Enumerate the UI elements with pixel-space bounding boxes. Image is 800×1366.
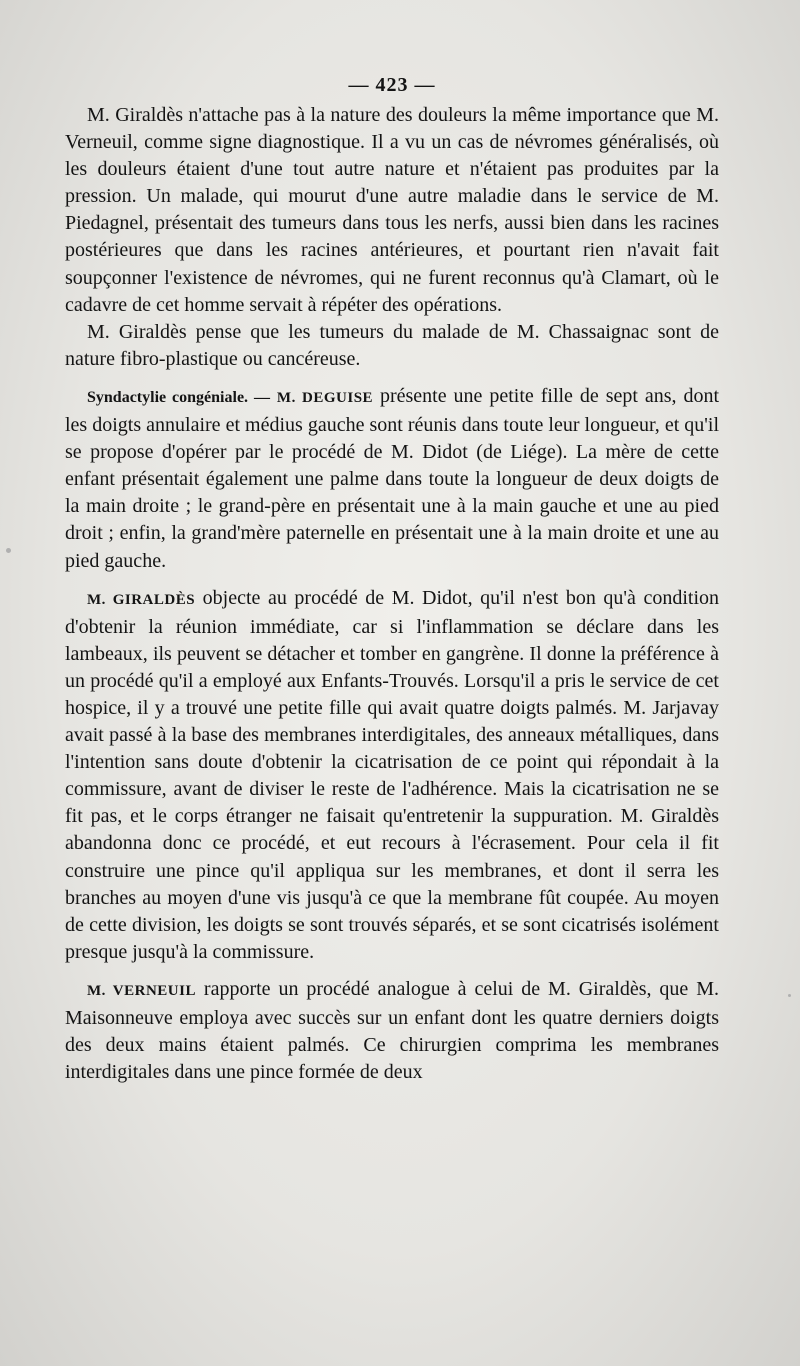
paragraph-text: objecte au procédé de M. Didot, qu'il n'est bon qu'à condition d'obtenir la réunion immédiate, car si l'inflammation se déclare dans les lambeaux, ils peuvent se détacher et tomber en gangrène. Il donne la préférence à un procédé qu'il a employé aux Enfants-Trouvés. Lorsqu'il a pris le service de cet hospice, il y a trouvé une petite fille qui avait quatre doigts palmés. M. Jarjavay avait passé à la base des membranes interdigitales, des anneaux métalliques, dans l'intention sans doute d'obtenir la cicatrisation de ce point qui répondait à la commissure, avant de diviser le reste de l'adhérence. Mais la cicatrisation ne se fit pas, et le corps étranger ne faisait qu'entretenir la suppuration. M. Giraldès abandonna donc ce procédé, et eut recours à l'écrasement. Pour cela il fit construire une pince qu'il appliqua sur les membranes, et dont il serra les branches au moyen d'une vis jusqu'à ce que la membrane fût coupée. Au moyen de cette division, les doigts se sont trouvés séparés, et se sont cicatrisés isolément presque jusqu'à la commissure. [65,586,720,963]
section-heading: Syndactylie congéniale. — [87,388,270,406]
paragraph-text: M. Giraldès pense que les tumeurs du malade de M. Chassaignac sont de nature fibro-plastique ou cancéreuse. [65,320,719,370]
page-content [65,70,719,1086]
paragraph-text: M. Giraldès n'attache pas à la nature des douleurs la même importance que M. Verneuil, comme signe diagnostique. Il a vu un cas de névromes généralisés, où les douleurs étaient d'une tout autre nature et n'étaient pas produites par la pression. Un malade, qui mourut d'une autre maladie dans le service de M. Piedagnel, présentait des tumeurs dans tous les nerfs, aussi bien dans les racines postérieures que dans les racines antérieures, et pourtant rien n'avait fait soupçonner l'existence de névromes, qui ne furent reconnus qu'à Clamart, où le cadavre de cet homme servait à répéter des opérations. [65,104,719,316]
paragraph-text: rapporte un procédé analogue à celui de M. Giraldès, que M. Maisonneuve employa avec succès sur un enfant dont les quatre derniers doigts des deux mains étaient palmés. Ce chirurgien comprima les membranes interdigitales dans une pince formée de deux [65,977,719,1084]
speaker-name: M. VERNEUIL [87,982,196,999]
paragraph-syndactylie [65,383,719,575]
paragraph-text: présente une petite fille de sept ans, dont les doigts annulaire et médius gauche sont réunis dans toute leur longueur, et qu'il se propose d'opérer par le procédé de M. Didot (de Liége). La mère de cette enfant présentait également une palme dans toute la longueur de deux doigts de la main droite ; le grand-père en présentait une à la main gauche et une au pied droit ; enfin, la grand'mère paternelle en présentait une à la main droite et une au pied gauche. [65,384,719,572]
speaker-name: M. DEGUISE [276,389,374,406]
ink-speck [788,994,791,997]
paragraph-giraldes-douleurs [65,102,719,319]
page-number: — 423 — [348,74,436,96]
speaker-name: M. GIRALDÈS [87,591,196,608]
paragraph-giraldes-tumeurs [65,319,719,373]
paragraph-verneuil [65,976,719,1086]
ink-speck [6,548,11,553]
paragraph-giraldes-objecte [65,585,719,966]
